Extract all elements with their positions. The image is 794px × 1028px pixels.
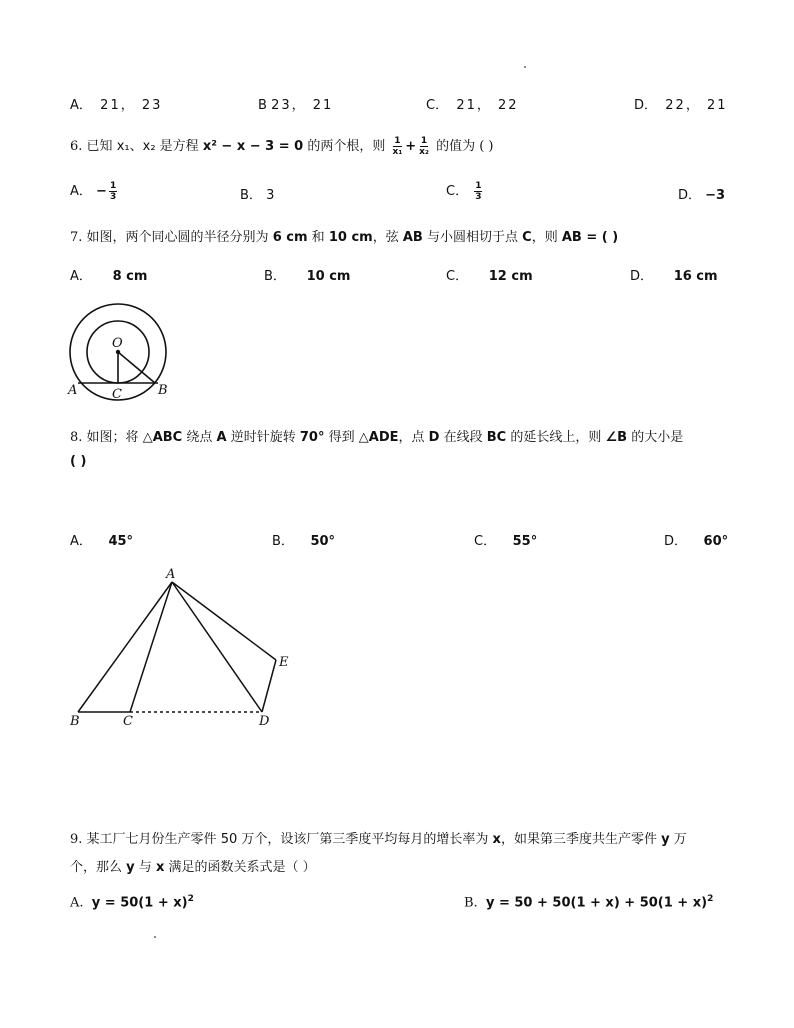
q5-option-b[interactable]: B 23， 21: [258, 98, 334, 113]
q8-option-d[interactable]: D． 60°: [664, 534, 729, 549]
stray-dot-top: [524, 66, 526, 68]
q7-label-o: O: [112, 336, 123, 351]
q7-label-a: A: [68, 383, 78, 398]
q8-option-c[interactable]: C． 55°: [474, 534, 538, 549]
q8-option-b[interactable]: B． 50°: [272, 534, 336, 549]
q6-stem: 6. 已知 x₁、x₂ 是方程 x² − x − 3 = 0 的两个根，则 $\frac{1}{\text{x₁}}$ + $\frac{1}{\text{x₂}}$ 的值为 ( ): [70, 136, 494, 157]
q9-option-a[interactable]: A. $y = 50(1 + x)^2$: [70, 894, 194, 911]
q9-option-b[interactable]: B. $y = 50 + 50(1 + x) + 50(1 + x)^2$: [464, 894, 714, 911]
q5-option-c[interactable]: C． 21， 22: [426, 98, 519, 113]
q6-fraction-1: $\frac{1}{\text{x₁}}$: [392, 136, 403, 157]
q7-stem: 7. 如图，两个同心圆的半径分别为 6 cm 和 10 cm，弦 AB 与小圆相切于点 C，则 AB = ( ): [70, 230, 619, 245]
q8-label-a: A: [166, 567, 176, 582]
q7-option-c[interactable]: C． 12 cm: [446, 269, 533, 284]
q7-option-a[interactable]: A． 8 cm: [70, 269, 148, 284]
q8-rotation-triangles-figure: [62, 560, 302, 730]
q8-label-d: D: [259, 714, 270, 729]
q8-segment-ab: [78, 582, 172, 712]
q6-option-c[interactable]: C． $\frac{1}{3}$: [446, 181, 482, 202]
q8-segment-de: [262, 660, 276, 712]
q8-stem: 8. 如图；将 △ABC 绕点 A 逆时针旋转 70° 得到 △ADE，点 D 在线段 BC 的延长线上，则 ∠B 的大小是: [70, 430, 684, 445]
q5-option-d[interactable]: D． 22， 21: [634, 98, 728, 113]
q7-label-b: B: [158, 383, 168, 398]
q7-option-b[interactable]: B． 10 cm: [264, 269, 351, 284]
q9-stem-line2: 个，那么 y 与 x 满足的函数关系式是（ ）: [70, 860, 316, 875]
q9-stem-line1: 9. 某工厂七月份生产零件 50 万个，设该厂第三季度平均每月的增长率为 x，如果第三季度共生产零件 y 万: [70, 832, 687, 847]
q8-label-e: E: [279, 655, 289, 670]
q8-paren: ( ): [70, 454, 87, 469]
q8-label-b: B: [70, 714, 80, 729]
q8-segment-ad: [172, 582, 262, 712]
q6-option-d[interactable]: D． −3: [678, 188, 726, 203]
q7-concentric-circles-figure: [62, 300, 182, 404]
q6-option-b[interactable]: B． 3: [240, 188, 275, 203]
q8-segment-ae: [172, 582, 276, 660]
q7-label-c: C: [112, 387, 122, 402]
q6-fraction-2: $\frac{1}{\text{x₂}}$: [419, 136, 429, 157]
q5-option-a[interactable]: A． 21， 23: [70, 98, 163, 113]
q6-option-a[interactable]: A． − $\frac{1}{3}$: [70, 181, 117, 202]
stray-dot-bottom: [154, 936, 156, 938]
q8-option-a[interactable]: A． 45°: [70, 534, 134, 549]
q7-option-d[interactable]: D． 16 cm: [630, 269, 718, 284]
q8-segment-ac: [130, 582, 172, 712]
q8-label-c: C: [123, 714, 133, 729]
